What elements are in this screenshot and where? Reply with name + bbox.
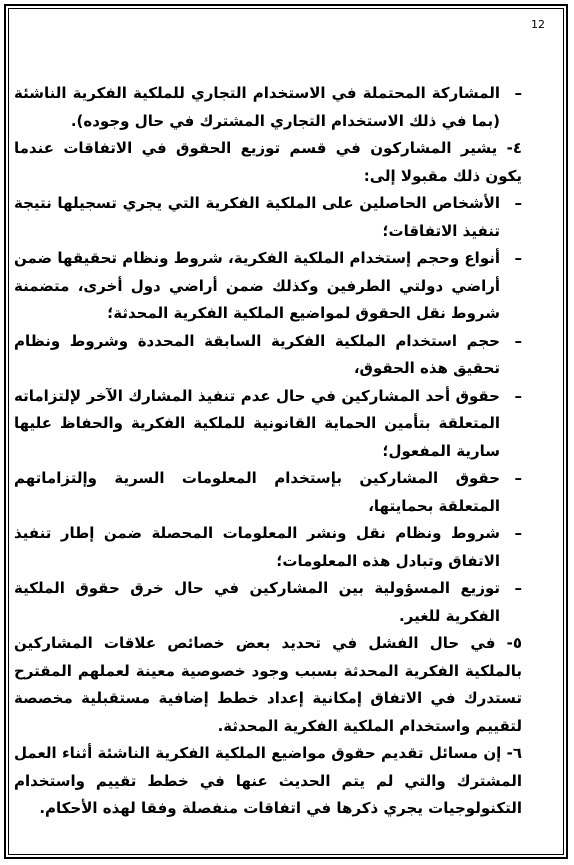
dash-marker: – (514, 331, 522, 350)
dash-marker: – (514, 84, 522, 102)
bullet-item (14, 190, 522, 245)
bullet-text: توزيع المسؤولية بين المشاركين في حال خرق حقوق الملكية الفكرية للغير. (14, 579, 500, 625)
bullet-item (14, 80, 522, 135)
document-body (14, 80, 522, 823)
dash-marker: – (514, 194, 522, 212)
bullet-item (14, 465, 522, 520)
bullet-text: المشاركة المحتملة في الاستخدام التجاري للملكية الفكرية الناشئة (بما في ذلك الاستخدام التجاري المشترك في حال وجوده). (14, 84, 500, 130)
dash-marker: – (514, 579, 522, 597)
bullet-item (14, 520, 522, 575)
numbered-paragraph: ٤- يشير المشاركون في قسم توزيع الحقوق في الاتفاقات عندما يكون ذلك مقبولا إلى: (14, 139, 522, 185)
bullet-text: الأشخاص الحاصلين على الملكية الفكرية التي يجري تسجيلها نتيجة تنفيذ الاتفاقات؛ (14, 194, 500, 240)
bullet-item (14, 328, 522, 383)
bullet-item (14, 245, 522, 328)
numbered-paragraph: ٦- إن مسائل تقديم حقوق مواضيع الملكية الفكرية الناشئة أثناء العمل المشترك والتي لم يتم الحديث عنها في خطط تقييم واستخدام التكنولوجيات يجري ذكرها في اتفاقات منفصلة وفقا لهذه الأحكام. (14, 744, 522, 817)
dash-marker: – (514, 249, 522, 267)
bullet-text: حجم استخدام الملكية الفكرية السابقة المحددة وشروط ونظام تحقيق هذه الحقوق، (14, 331, 500, 377)
dash-marker: – (514, 469, 522, 487)
bullet-text: حقوق المشاركين بإستخدام المعلومات السرية وإلتزاماتهم المتعلقة بحمايتها، (14, 469, 500, 515)
dash-marker: – (514, 386, 522, 405)
bullet-item (14, 575, 522, 630)
bullet-text: شروط ونظام نقل ونشر المعلومات المحصلة ضمن إطار تنفيذ الاتفاق وتبادل هذه المعلومات؛ (14, 524, 500, 570)
page-number: 12 (531, 18, 545, 31)
numbered-paragraph: ٥- في حال الفشل في تحديد بعض خصائص علاقات المشاركين بالملكية الفكرية المحدثة بسبب وجود خصوصية معينة لعملهم المقترح تستدرك في الاتفاق إمكانية إعداد خطط إضافية مستقبلية مخصصة لتقييم واستخدام الملكية الفكرية المحدثة. (14, 634, 522, 735)
dash-marker: – (514, 524, 522, 542)
bullet-text: أنواع وحجم إستخدام الملكية الفكرية، شروط ونظام تحقيقها ضمن أراضي دولتي الطرفين وكذلك ضمن أراضي دول أخرى، متضمنة شروط نقل الحقوق لمواضيع الملكية الفكرية المحدثة؛ (14, 249, 500, 322)
bullet-item (14, 383, 522, 466)
bullet-text: حقوق أحد المشاركين في حال عدم تنفيذ المشارك الآخر لإلتزاماته المتعلقة بتأمين الحماية القانونية للملكية الفكرية والحفاظ عليها سارية المفعول؛ (14, 386, 500, 460)
